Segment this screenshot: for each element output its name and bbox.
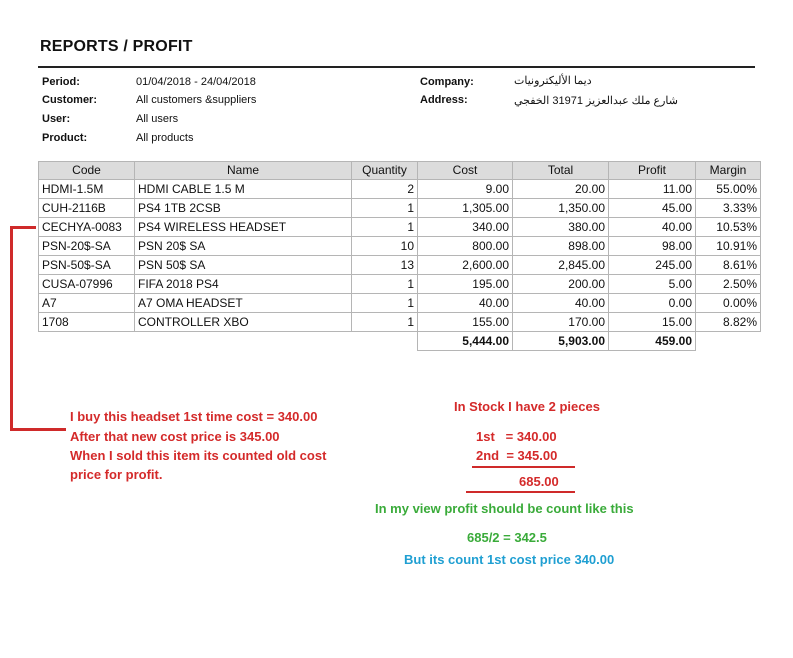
cell-total: 170.00 [513,313,609,332]
cell-name: HDMI CABLE 1.5 M [135,180,352,199]
cell-total: 380.00 [513,218,609,237]
address-label: Address: [420,94,468,106]
cell-profit: 98.00 [609,237,696,256]
cost-sum: 685.00 [519,474,559,489]
customer-label: Customer: [42,94,98,106]
note-line-3: When I sold this item its counted old cost [70,448,327,463]
second-cost: 2nd = 345.00 [476,448,558,463]
view-note: In my view profit should be count like this [375,501,634,516]
cell-cost: 40.00 [418,294,513,313]
cell-code: PSN-50$-SA [39,256,135,275]
cell-profit: 40.00 [609,218,696,237]
table-row [39,180,761,199]
column-header-quantity: Quantity [352,162,418,180]
cell-cost: 155.00 [418,313,513,332]
cell-profit: 0.00 [609,294,696,313]
cell-quantity: 13 [352,256,418,275]
table-row [39,218,761,237]
report-title: REPORTS / PROFIT [40,38,193,55]
average-calc: 685/2 = 342.5 [467,530,547,545]
cell-quantity: 2 [352,180,418,199]
cell-code: CUSA-07996 [39,275,135,294]
cell-total: 2,845.00 [513,256,609,275]
cell-code: HDMI-1.5M [39,180,135,199]
cell-name: PS4 1TB 2CSB [135,199,352,218]
cell-margin: 10.91% [696,237,761,256]
cell-cost: 340.00 [418,218,513,237]
table-row [39,237,761,256]
table-header-row [39,162,761,180]
cell-quantity: 1 [352,313,418,332]
stock-note: In Stock I have 2 pieces [454,399,600,414]
profit-table [38,161,761,351]
cell-profit: 45.00 [609,199,696,218]
table-row [39,294,761,313]
note-line-2: After that new cost price is 345.00 [70,429,280,444]
customer-value: All customers &suppliers [136,94,257,106]
cell-margin: 3.33% [696,199,761,218]
period-value: 01/04/2018 - 24/04/2018 [136,76,256,88]
cell-margin: 8.61% [696,256,761,275]
cell-margin: 2.50% [696,275,761,294]
product-label: Product: [42,132,88,144]
period-label: Period: [42,76,80,88]
cell-quantity: 1 [352,218,418,237]
first-cost: 1st = 340.00 [476,429,557,444]
annotation-bracket-bottom [10,428,66,431]
cell-cost: 2,600.00 [418,256,513,275]
table-row [39,313,761,332]
cell-profit: 11.00 [609,180,696,199]
table-row [39,256,761,275]
column-header-name: Name [135,162,352,180]
total-profit: 459.00 [609,332,696,351]
column-header-total: Total [513,162,609,180]
column-header-profit: Profit [609,162,696,180]
address-value: شارع ملك عبدالعزيز 31971 الخفجي [514,95,678,107]
cell-name: FIFA 2018 PS4 [135,275,352,294]
underline-sum [466,491,575,493]
annotation-bracket-line [10,226,13,430]
cell-profit: 15.00 [609,313,696,332]
total-total: 5,903.00 [513,332,609,351]
cell-cost: 195.00 [418,275,513,294]
cell-code: CECHYA-0083 [39,218,135,237]
cell-code: A7 [39,294,135,313]
cell-quantity: 1 [352,275,418,294]
note-line-4: price for profit. [70,467,163,482]
cell-name: CONTROLLER XBO [135,313,352,332]
column-header-code: Code [39,162,135,180]
cell-total: 20.00 [513,180,609,199]
cell-name: A7 OMA HEADSET [135,294,352,313]
table-row [39,275,761,294]
cell-code: PSN-20$-SA [39,237,135,256]
cell-name: PSN 20$ SA [135,237,352,256]
cell-cost: 9.00 [418,180,513,199]
product-value: All products [136,132,194,144]
underline-second [472,466,575,468]
cell-quantity: 10 [352,237,418,256]
cell-quantity: 1 [352,294,418,313]
cell-total: 898.00 [513,237,609,256]
user-value: All users [136,113,179,125]
cell-name: PS4 WIRELESS HEADSET [135,218,352,237]
totals-row [39,332,761,351]
cell-margin: 8.82% [696,313,761,332]
cell-profit: 245.00 [609,256,696,275]
title-divider [38,66,755,68]
cell-name: PSN 50$ SA [135,256,352,275]
company-value: ديما الأليكترونيات [514,75,592,87]
cell-code: 1708 [39,313,135,332]
cell-total: 1,350.00 [513,199,609,218]
column-header-margin: Margin [696,162,761,180]
cell-total: 200.00 [513,275,609,294]
cell-total: 40.00 [513,294,609,313]
total-cost: 5,444.00 [418,332,513,351]
cell-margin: 55.00% [696,180,761,199]
cell-cost: 1,305.00 [418,199,513,218]
user-label: User: [42,113,71,125]
column-header-cost: Cost [418,162,513,180]
actual-note: But its count 1st cost price 340.00 [404,552,615,567]
company-label: Company: [420,76,474,88]
cell-margin: 10.53% [696,218,761,237]
cell-cost: 800.00 [418,237,513,256]
cell-margin: 0.00% [696,294,761,313]
cell-code: CUH-2116B [39,199,135,218]
cell-quantity: 1 [352,199,418,218]
cell-profit: 5.00 [609,275,696,294]
annotation-bracket-top [10,226,36,229]
note-line-1: I buy this headset 1st time cost = 340.00 [70,409,318,424]
table-row [39,199,761,218]
